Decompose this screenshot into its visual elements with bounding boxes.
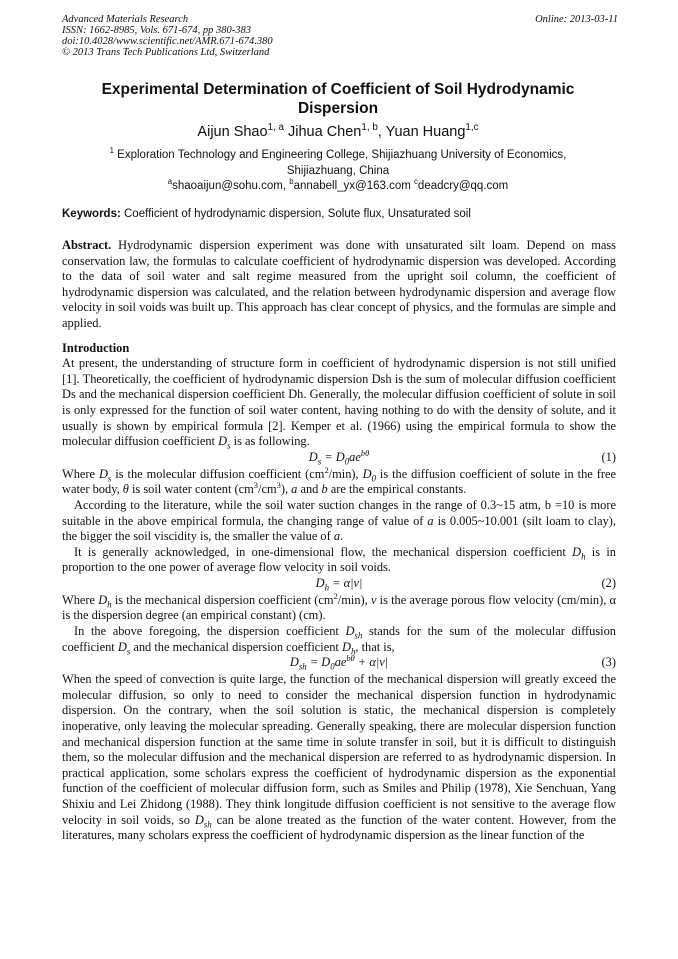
p2-g: and	[297, 482, 322, 497]
p2-ds-sub: s	[107, 473, 112, 484]
intro-paragraph-1	[62, 356, 616, 450]
p2-e: /cm	[258, 482, 277, 497]
p2-c: is the diffusion coefficient of solute in the free water body,	[62, 466, 616, 497]
equation-1-number: (1)	[601, 449, 616, 464]
eq1-lhs: D	[308, 449, 318, 464]
online-date: Online: 2013-03-11	[535, 14, 618, 25]
intro-paragraph-2	[62, 464, 616, 498]
affiliation-block	[62, 148, 614, 195]
issn-line: ISSN: 1662-8985, Vols. 671-674, pp 380-383	[62, 25, 251, 36]
p2-b-var: b	[321, 482, 328, 497]
section-heading-introduction: Introduction	[62, 340, 130, 355]
p2-d0: D	[362, 466, 372, 481]
equation-2	[62, 576, 616, 593]
p1-text: At present, the understanding of structure form in coefficient of hydrodynamic dispersion is not still unified [1]. Theoretically, the coefficient of hydrodynamic dispersion Dsh is the sum of molecular diffusion coefficient Ds and the mechanical dispersion coefficient Dh. Generally, the molecular diffusion coefficient of solute in soil is only expressed for the function of soil water content, having nothing to do with the density of solute, and it usually is shown by empirical formula [2]. Kemper et al. (1966) using the empirical formula to show the molecular diffusion coefficient	[62, 356, 616, 449]
email-line	[62, 179, 614, 195]
eq1-exp: bθ	[360, 447, 370, 458]
intro-paragraph-7	[62, 672, 616, 844]
eq1-ae: ae	[349, 449, 361, 464]
p4-b: is in proportion to the one power of average flow velocity in soil voids.	[62, 544, 616, 575]
p6-dsh: D	[345, 624, 355, 639]
eq2-lhs-sub: h	[324, 582, 330, 593]
author-2: Jihua Chen	[288, 124, 362, 140]
intro-paragraph-4	[62, 545, 616, 576]
p2-c1: 3	[253, 480, 259, 491]
eq3-lhs: D	[289, 655, 299, 670]
keywords-label: Keywords:	[62, 208, 121, 220]
eq3-lhs-sub: sh	[298, 661, 307, 672]
p2-a: is the molecular diffusion coefficient (cm	[111, 466, 325, 481]
affiliation-line-1: Exploration Technology and Engineering College, Shijiazhuang University of Economics,	[117, 149, 567, 161]
p4-dh-sub: h	[581, 551, 586, 562]
p1-var: D	[218, 434, 228, 449]
eq3-mid-sub: 0	[330, 661, 335, 672]
p6-c: and the mechanical dispersion coefficient	[130, 639, 342, 654]
p5-dh: D	[98, 592, 108, 607]
p5-v: v	[370, 592, 377, 607]
p3-a-var: a	[427, 513, 434, 528]
p6-ds-sub: s	[126, 646, 131, 657]
keywords-line	[62, 208, 618, 220]
intro-paragraph-3	[62, 498, 616, 545]
affiliation-number: 1	[109, 146, 114, 156]
p7-dsh-sub: sh	[203, 819, 212, 830]
p6-ds: D	[117, 639, 127, 654]
email-a[interactable]: shaoaijun@sohu.com,	[172, 180, 287, 192]
doi-line: doi:10.4028/www.scientific.net/AMR.671-674.380	[62, 36, 273, 47]
eq3-exp: bθ	[346, 653, 355, 664]
p5-sq: 2	[333, 590, 338, 601]
p6-dh: D	[341, 639, 351, 654]
p6-dh-sub: h	[350, 646, 356, 657]
p7-dsh: D	[194, 812, 204, 827]
eq3-tail: + α|v|	[354, 655, 389, 670]
intro-paragraph-5	[62, 590, 616, 624]
eq1-mid: = D	[321, 449, 345, 464]
email-a-mark: a	[167, 177, 173, 187]
p2-d0-sub: 0	[371, 473, 376, 484]
p2-theta: θ	[122, 482, 129, 497]
p6-d: , that is,	[355, 639, 395, 654]
p5-a: is the mechanical dispersion coefficient (cm	[111, 592, 334, 607]
affiliation-line-2: Shijiazhuang, China	[286, 164, 390, 177]
p3-a-var-2: a	[333, 529, 341, 544]
p4-a: It is generally acknowledged, in one-dimensional flow, the mechanical dispersion coefficient	[74, 544, 573, 559]
p1-var-sub: s	[227, 440, 231, 451]
author-3-mark: 1,c	[465, 122, 479, 134]
equation-3-number: (3)	[601, 655, 616, 670]
equation-3	[62, 655, 616, 672]
p7-a: When the speed of convection is quite large, the function of the mechanical dispersion will greatly exceed the molecular diffusion, so only to need to consider the mechanical dispersion function in hydrodynamic dispersion. On the contrary, when the soil solution is static, the mechanical dispersion is completely inoperative, only leaving the molecular spreading. Generally speaking, there are molecular dispersion function and mechanical dispersion function at the same time in solute transfer in soil, but it is difficult to distinguish them, so the molecular diffusion and the mechanical dispersion are referred to as hydrodynamic dispersion. In practical application, some scholars express the coefficient of hydrodynamic dispersion as the exponential function of the coefficient of molecular diffusion form, such as Smiles and Philip (1978), Xie Senchuan, Yang Shixiu and Lei Zhidong (1988). They think longitude diffusion coefficient is not sensitive to the average flow velocity in soil voids, so	[62, 672, 616, 827]
p2-ds: D	[98, 466, 108, 481]
author-1: Aijun Shao	[197, 124, 268, 140]
email-c[interactable]: deadcry@qq.com	[417, 180, 509, 192]
abstract-label: Abstract.	[62, 238, 112, 252]
p2-c2: 3	[276, 480, 281, 491]
eq2-rhs: = α|v|	[329, 575, 363, 590]
keywords-text: Coefficient of hydrodynamic dispersion, Solute flux, Unsaturated soil	[124, 208, 471, 220]
abstract-paragraph	[62, 238, 616, 332]
p5-where: Where	[62, 592, 99, 607]
p2-where: Where	[62, 466, 99, 481]
p2-f: ),	[280, 482, 292, 497]
eq2-lhs: D	[315, 575, 325, 590]
author-2-mark: 1, b	[361, 122, 378, 134]
eq3-ae: ae	[334, 655, 347, 670]
email-b[interactable]: annabell_yx@163.com	[293, 180, 411, 192]
author-list: Aijun Shao$^{1, a}$ Jihua Chen$^{1, b}$, Yuan Huang$^{1,c}$	[197, 122, 479, 140]
email-b-mark: b	[289, 177, 294, 187]
running-header	[62, 14, 618, 58]
p5-b: /min),	[337, 592, 371, 607]
p6-dsh-sub: sh	[354, 630, 363, 641]
author-3: Yuan Huang	[385, 124, 466, 140]
p4-dh: D	[572, 544, 582, 559]
p2-a-var: a	[291, 482, 298, 497]
equation-2-number: (2)	[601, 575, 616, 590]
p5-c: is the average porous flow velocity (cm/min), α is the dispersion degree (an empirical constant) (cm).	[62, 592, 616, 623]
p2-d: is soil water content (cm	[128, 482, 254, 497]
p3-b: is 0.005~10.001 (silt loam to clay), the bigger the soil viscidity is, the smaller the value of	[62, 513, 616, 544]
p3-c: .	[340, 529, 344, 544]
equation-1	[62, 447, 616, 467]
p7-b: can be alone treated as the function of the water content. However, from the literatures, many scholars express the coefficient of hydrodynamic dispersion as the linear function of the	[62, 812, 616, 843]
abstract-text: Hydrodynamic dispersion experiment was done with unsaturated silt loam. Depend on mass conservation law, the formulas to calculate coefficient of hydrodynamic dispersion was developed. According to the data of soil water and salt regime measured from the upright soil column, the coefficient of hydrodynamic dispersion was calculated, and the relation between hydrodynamic dispersion and average flow velocity in soil voids was built up. This approach has clear concept of physics, and the formulas are simple and applied.	[62, 238, 616, 330]
p2-sq: 2	[324, 464, 329, 475]
eq1-mid-sub: 0	[344, 456, 350, 467]
p5-dh-sub: h	[107, 599, 112, 610]
journal-name: Advanced Materials Research	[62, 14, 189, 25]
email-c-mark: c	[414, 177, 418, 187]
paper-title: Experimental Determination of Coefficient of Soil Hydrodynamic Dispersion	[101, 81, 575, 117]
p6-b: stands for the sum of the molecular diffusion coefficient	[62, 624, 616, 654]
p3-a: According to the literature, while the soil water suction changes in the range of 0.3~15 atm, b =10 is more suitable in the above empirical formula, the changing range of value of	[62, 497, 616, 528]
p2-b: /min),	[328, 466, 363, 481]
copyright-line: © 2013 Trans Tech Publications Ltd, Switzerland	[62, 47, 270, 58]
p6-a: In the above foregoing, the dispersion coefficient	[74, 624, 346, 639]
paper-body	[62, 238, 616, 844]
author-1-mark: 1, a	[267, 122, 284, 134]
eq1-lhs-sub: s	[317, 456, 322, 467]
eq3-mid: = D	[306, 655, 331, 670]
p1-text-end: is as following.	[230, 434, 310, 449]
p2-h: are the empirical constants.	[327, 482, 467, 497]
intro-paragraph-6	[62, 624, 616, 655]
